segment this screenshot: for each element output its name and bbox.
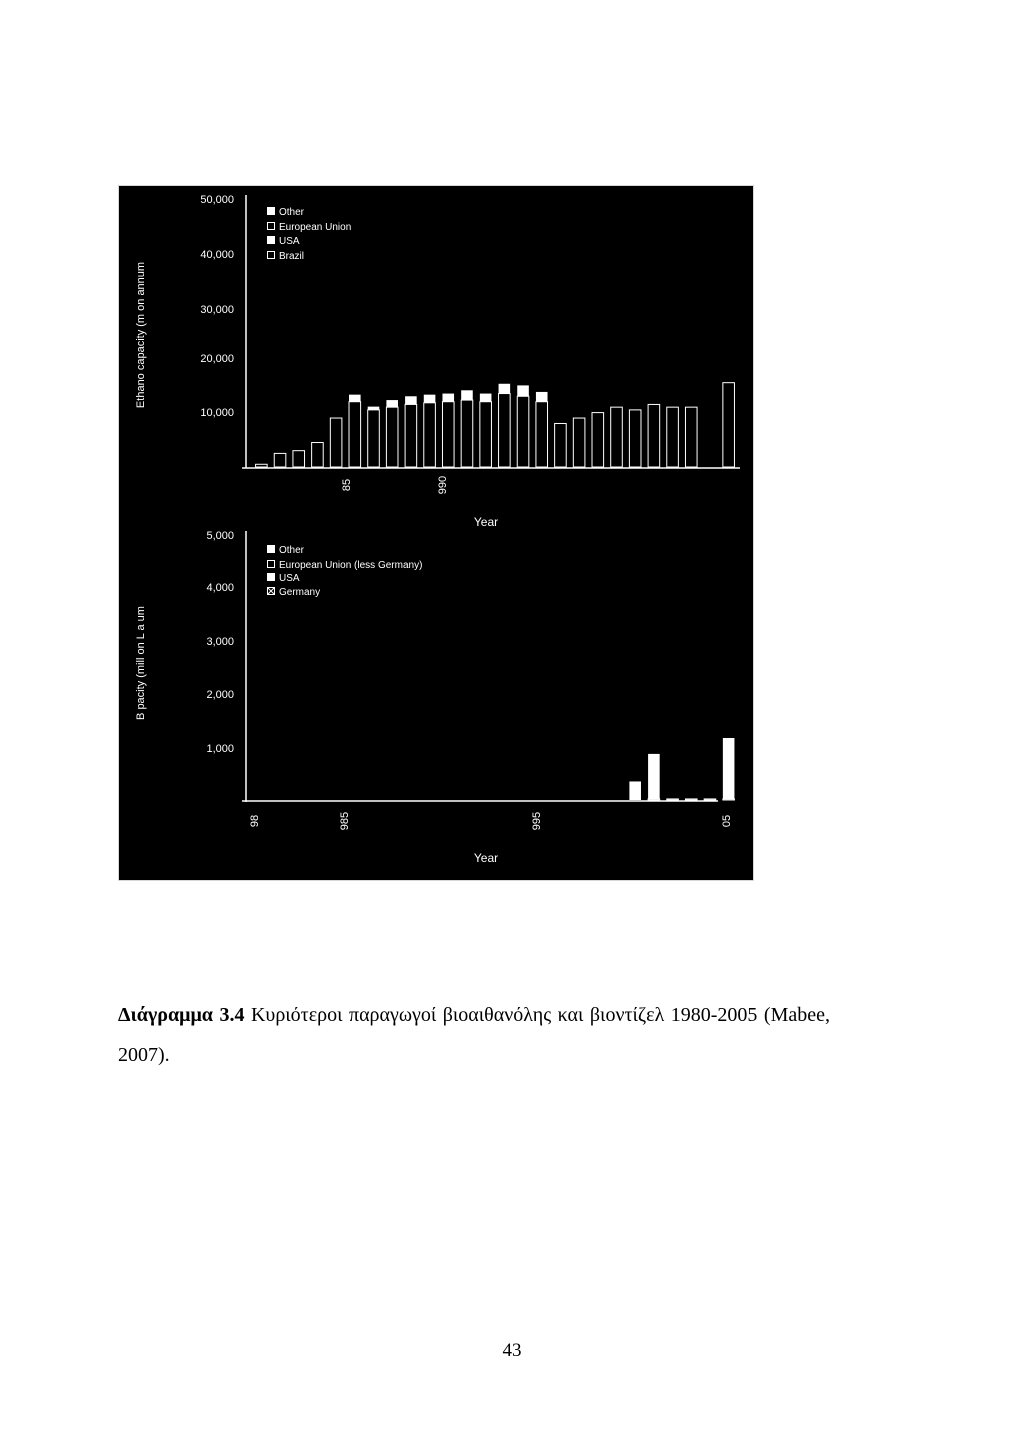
bar-brazil-2005 bbox=[723, 383, 735, 467]
figure-caption bbox=[118, 995, 830, 1075]
biodiesel-chart bbox=[135, 530, 734, 865]
biodiesel-xtick: 985 bbox=[339, 811, 351, 831]
ethanol-bars bbox=[256, 383, 735, 467]
legend-swatch-other bbox=[267, 207, 275, 215]
bar-germany-2004 bbox=[704, 799, 716, 800]
bar-usa-1986 bbox=[368, 407, 380, 410]
bar-brazil-1991 bbox=[461, 400, 473, 467]
bar-european-union-less-germany--2000 bbox=[629, 781, 641, 800]
ethanol-y-ticks bbox=[200, 194, 234, 419]
bar-brazil-1986 bbox=[368, 410, 380, 467]
ethanol-y-axis-label: Ethano capacity (m on annum bbox=[135, 261, 147, 409]
bar-usa-1989 bbox=[424, 395, 436, 403]
legend-swatch-eu bbox=[268, 223, 275, 230]
charts-svg bbox=[118, 185, 754, 881]
ethanol-x-axis-label: Year bbox=[473, 515, 499, 529]
bar-brazil-1989 bbox=[424, 403, 436, 467]
bar-brazil-1982 bbox=[293, 451, 305, 467]
legend-label: Germany bbox=[279, 587, 321, 598]
bar-usa-1991 bbox=[461, 390, 473, 400]
caption-label: Διάγραμμα 3.4 bbox=[118, 1004, 245, 1026]
legend-swatch-usa bbox=[267, 236, 275, 244]
legend-label: Brazil bbox=[279, 251, 305, 262]
bar-brazil-1984 bbox=[330, 418, 342, 467]
bar-germany-2001 bbox=[648, 799, 660, 800]
biodiesel-xtick: 05 bbox=[721, 814, 733, 828]
legend-label: Other bbox=[279, 207, 305, 218]
bar-usa-1992 bbox=[480, 394, 492, 402]
bar-brazil-1990 bbox=[442, 402, 454, 467]
biodiesel-y-ticks bbox=[206, 530, 234, 755]
ethanol-ytick: 40,000 bbox=[200, 249, 234, 261]
legend-swatch-other bbox=[267, 545, 275, 553]
bar-germany-2002 bbox=[667, 799, 679, 800]
biodiesel-xtick: 995 bbox=[531, 811, 543, 831]
ethanol-ytick: 10,000 bbox=[200, 407, 234, 419]
legend-label: European Union (less Germany) bbox=[279, 560, 423, 571]
caption-text: Κυριότεροι παραγωγοί βιοαιθανόλης και βιοντίζελ 1980-2005 (Mabee, 2007). bbox=[118, 1004, 831, 1066]
bar-germany-2003 bbox=[685, 799, 697, 800]
bar-brazil-1998 bbox=[592, 413, 604, 467]
bar-usa-1988 bbox=[405, 396, 417, 404]
biodiesel-ytick: 1,000 bbox=[206, 743, 234, 755]
bar-usa-1985 bbox=[349, 395, 361, 402]
bar-usa-1993 bbox=[499, 384, 511, 394]
ethanol-chart bbox=[135, 194, 740, 529]
ethanol-ytick: 50,000 bbox=[200, 194, 234, 206]
figure-panel bbox=[118, 185, 754, 881]
bar-brazil-1996 bbox=[555, 423, 567, 467]
ethanol-xtick: 85 bbox=[341, 478, 353, 492]
legend-label: European Union bbox=[279, 222, 352, 233]
bar-usa-1994 bbox=[517, 385, 529, 396]
legend-swatch-usa bbox=[267, 573, 275, 581]
ethanol-legend bbox=[267, 207, 351, 262]
biodiesel-ytick: 4,000 bbox=[206, 582, 234, 594]
bar-brazil-1992 bbox=[480, 402, 492, 467]
bar-usa-1987 bbox=[386, 400, 398, 407]
legend-label: Other bbox=[279, 545, 305, 556]
bar-brazil-1988 bbox=[405, 404, 417, 467]
bar-brazil-2002 bbox=[667, 407, 679, 467]
bar-brazil-1983 bbox=[312, 443, 324, 467]
bar-brazil-1994 bbox=[517, 396, 529, 467]
bar-brazil-1980 bbox=[256, 464, 268, 467]
bar-brazil-2003 bbox=[685, 407, 697, 467]
biodiesel-ytick: 3,000 bbox=[206, 636, 234, 648]
legend-swatch-brazil bbox=[268, 252, 275, 259]
bar-brazil-1995 bbox=[536, 402, 548, 467]
bar-usa-1995 bbox=[536, 392, 548, 402]
ethanol-xtick: 990 bbox=[437, 475, 449, 495]
bar-germany-2005 bbox=[723, 799, 735, 800]
legend-label: USA bbox=[279, 236, 300, 247]
biodiesel-bars bbox=[629, 738, 734, 800]
bar-brazil-1981 bbox=[274, 453, 286, 467]
biodiesel-ytick: 5,000 bbox=[206, 530, 234, 542]
ethanol-ytick: 30,000 bbox=[200, 304, 234, 316]
biodiesel-y-axis-label: B pacity (mill on L a um bbox=[135, 606, 147, 720]
biodiesel-ytick: 2,000 bbox=[206, 689, 234, 701]
bar-usa-1990 bbox=[442, 394, 454, 402]
bar-brazil-1999 bbox=[611, 407, 623, 467]
bar-brazil-2001 bbox=[648, 404, 660, 467]
legend-label: USA bbox=[279, 573, 300, 584]
legend-swatch-eu bbox=[268, 561, 275, 568]
page-number: 43 bbox=[502, 1340, 522, 1361]
bar-brazil-1997 bbox=[573, 418, 585, 467]
biodiesel-xtick: 98 bbox=[249, 814, 261, 828]
biodiesel-legend bbox=[267, 545, 422, 598]
ethanol-ytick: 20,000 bbox=[200, 353, 234, 365]
bar-brazil-1993 bbox=[499, 394, 511, 467]
bar-brazil-1985 bbox=[349, 402, 361, 467]
bar-european-union-less-germany--2005 bbox=[723, 738, 735, 799]
biodiesel-x-axis-label: Year bbox=[473, 851, 499, 865]
bar-brazil-1987 bbox=[386, 407, 398, 467]
bar-european-union-less-germany--2001 bbox=[648, 754, 660, 799]
bar-brazil-2000 bbox=[629, 410, 641, 467]
